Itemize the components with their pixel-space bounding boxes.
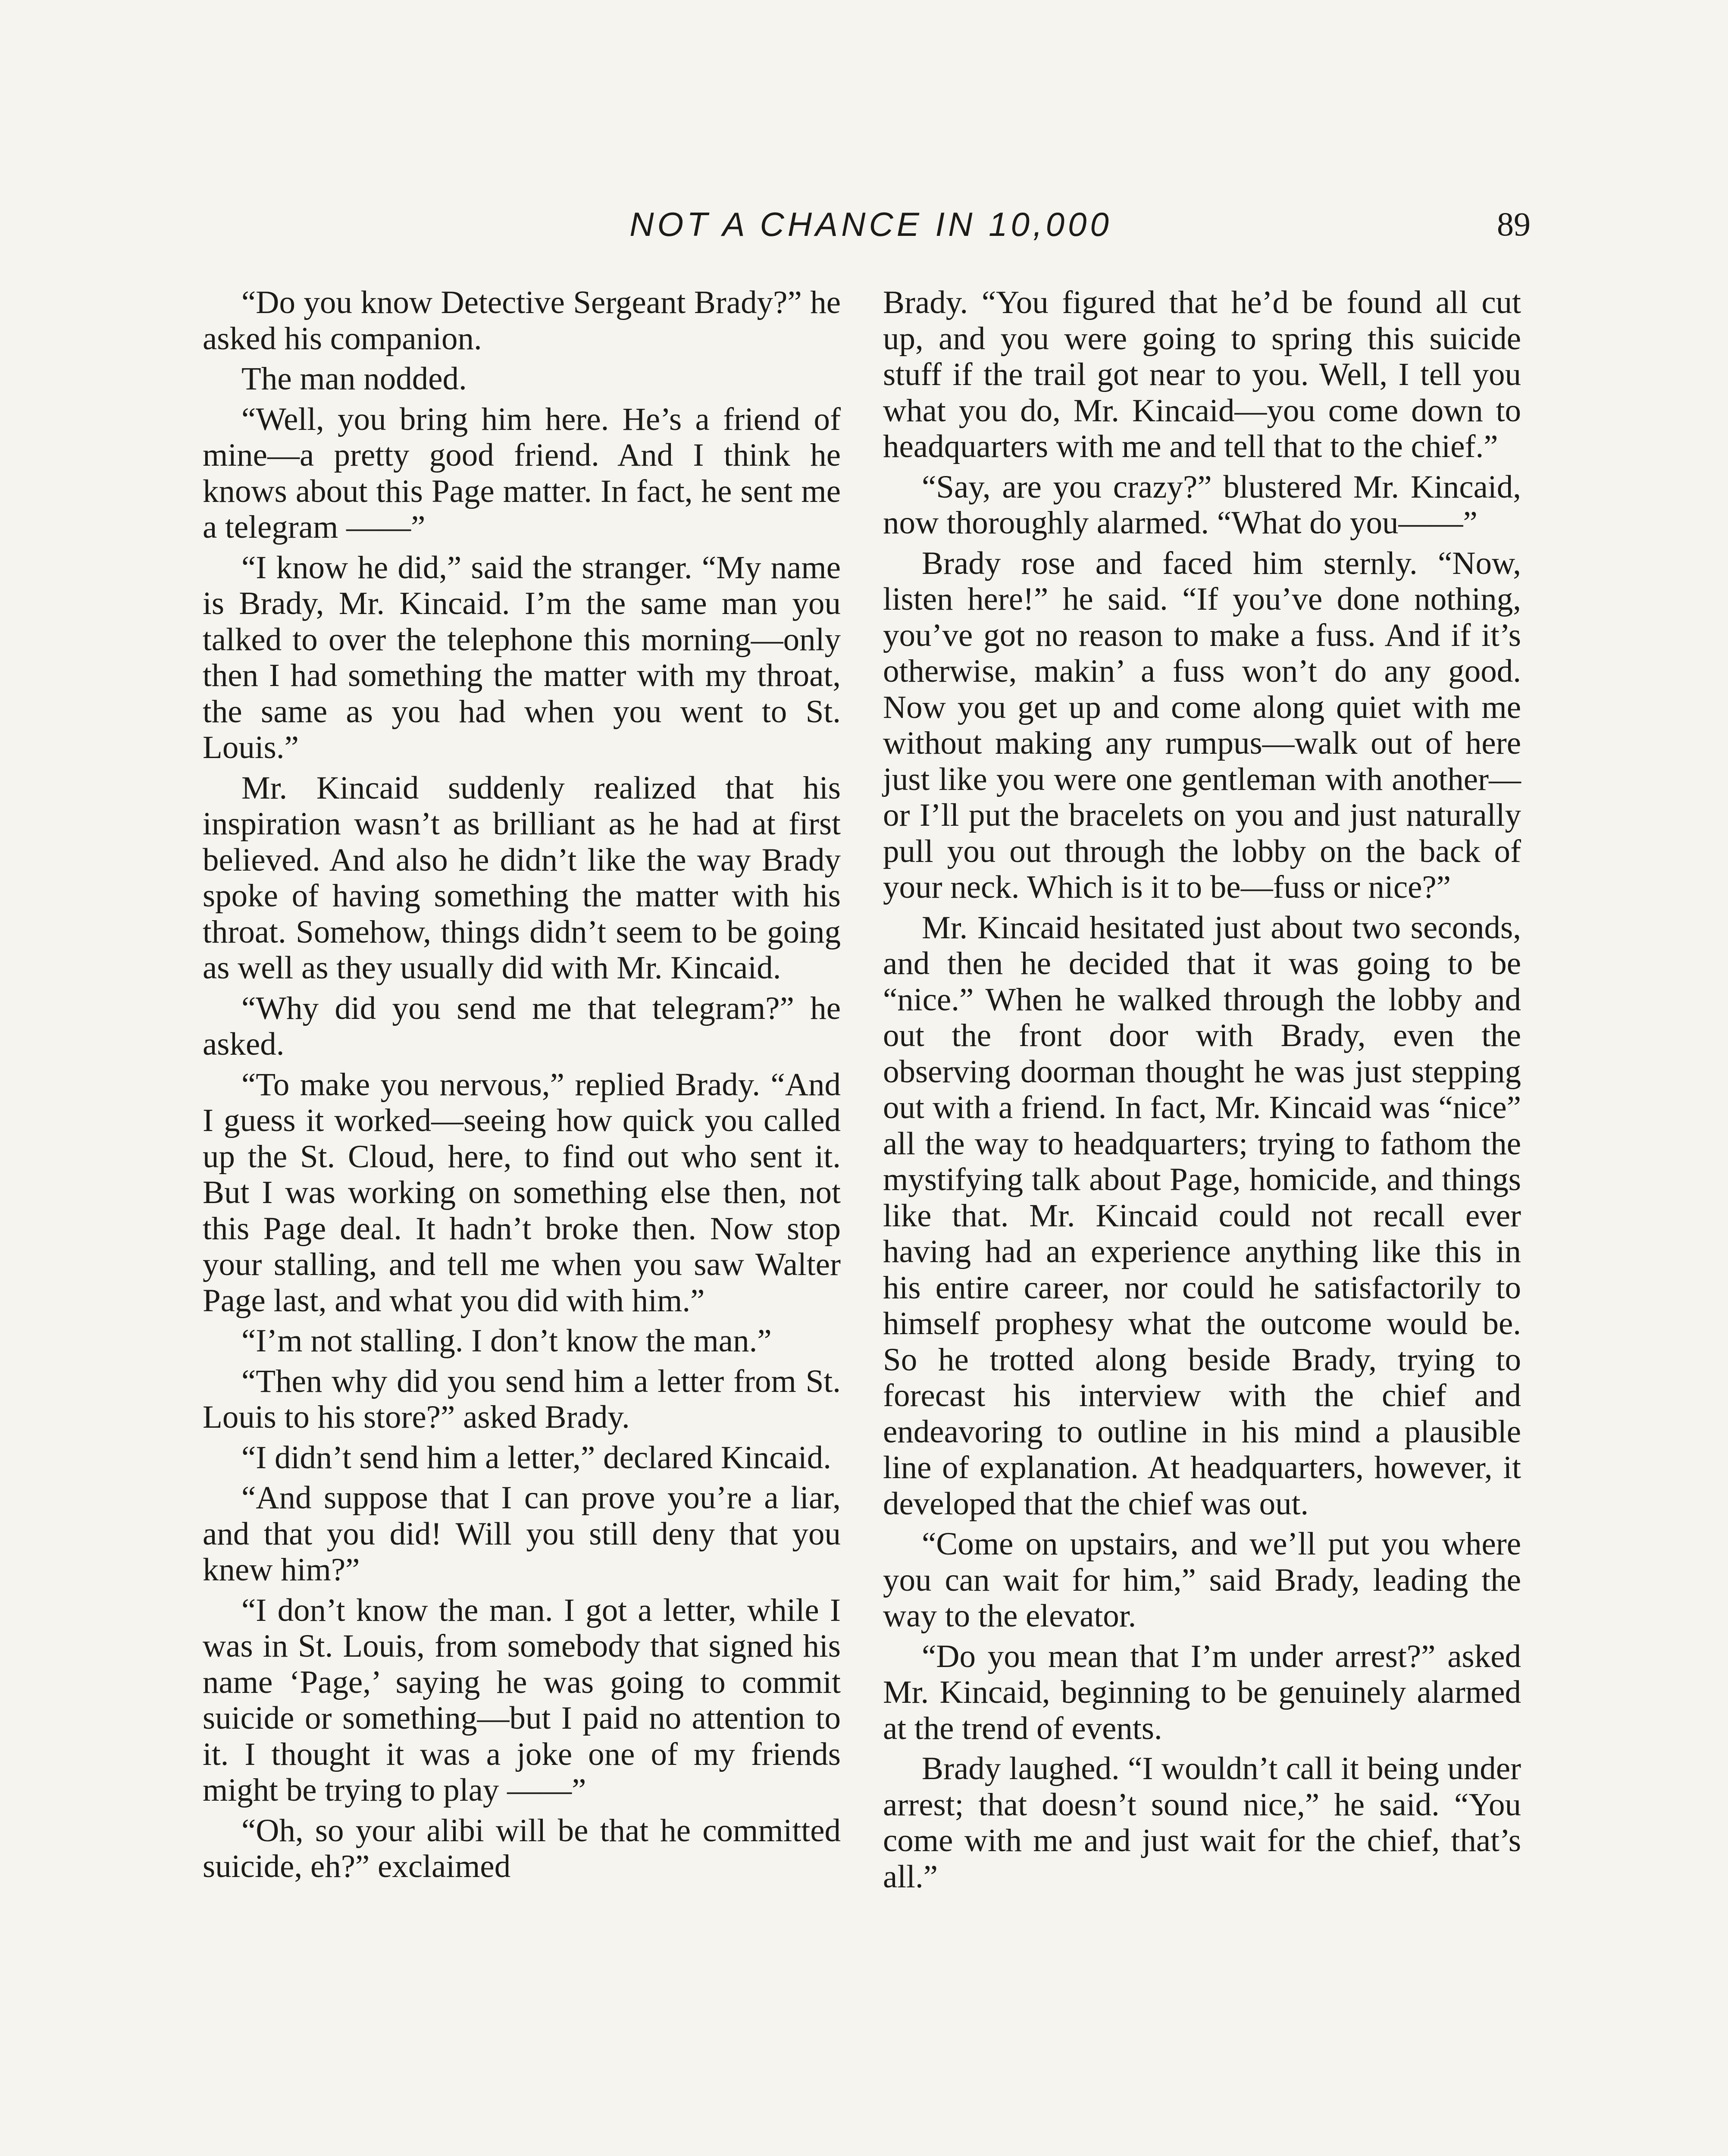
running-title: NOT A CHANCE IN 10,000 bbox=[629, 205, 1112, 243]
paragraph-continued: Brady. “You figured that he’d be found all cut up, and you were going to spring this suicide stuff if the trail got near to you. Well, I tell you what you do, Mr. Kincaid—you come down to headquarters with me and tell that to the chief.” bbox=[883, 285, 1521, 464]
page-number: 89 bbox=[1497, 205, 1531, 243]
paragraph: “Then why did you send him a letter from St. Louis to his store?” asked Brady. bbox=[203, 1363, 841, 1435]
left-text-column bbox=[203, 285, 841, 1889]
paragraph: “Well, you bring him here. He’s a friend of mine—a pretty good friend. And I think he knows about this Page matter. In fact, he sent me a telegram ——” bbox=[203, 401, 841, 545]
paragraph: “I know he did,” said the stranger. “My name is Brady, Mr. Kincaid. I’m the same man you talked to over the telephone this morning—only then I had something the matter with my throat, the same as you had when you went to St. Louis.” bbox=[203, 549, 841, 765]
paragraph: “To make you nervous,” replied Brady. “And I guess it worked—seeing how quick you called up the St. Cloud, here, to find out who sent it. But I was working on something else then, not this Page deal. It hadn’t broke then. Now stop your stalling, and tell me when you saw Walter Page last, and what you did with him.” bbox=[203, 1066, 841, 1319]
paragraph: “I’m not stalling. I don’t know the man.” bbox=[241, 1323, 772, 1359]
paragraph: “Do you mean that I’m under arrest?” asked Mr. Kincaid, beginning to be genuinely alarmed at the trend of events. bbox=[883, 1638, 1521, 1746]
paragraph: “Come on upstairs, and we’ll put you where you can wait for him,” said Brady, leading the way to the elevator. bbox=[883, 1526, 1521, 1634]
paragraph: Brady rose and faced him sternly. “Now, listen here!” he said. “If you’ve done nothing, you’ve got no reason to make a fuss. And if it’s otherwise, makin’ a fuss won’t do any good. Now you get up and come along quiet with me without making any rumpus—walk out of here just like you were one gentleman with another—or I’ll put the bracelets on you and just naturally pull you out through the lobby on the back of your neck. Which is it to be—fuss or nice?” bbox=[883, 545, 1521, 905]
paragraph: “Oh, so your alibi will be that he committed suicide, eh?” exclaimed bbox=[203, 1812, 841, 1884]
paragraph: “Say, are you crazy?” blustered Mr. Kincaid, now thoroughly alarmed. “What do you——” bbox=[883, 469, 1521, 541]
paragraph: Mr. Kincaid hesitated just about two seconds, and then he decided that it was going to be “nice.” When he walked through the lobby and out the front door with Brady, even the observing doorman thought he was just stepping out with a friend. In fact, Mr. Kincaid was “nice” all the way to headquarters; trying to fathom the mystifying talk about Page, homicide, and things like that. Mr. Kincaid could not recall ever having had an experience anything like this in his entire career, nor could he satisfactorily to himself prophesy what the outcome would be. So he trotted along beside Brady, trying to forecast his interview with the chief and endeavoring to outline in his mind a plausible line of explanation. At headquarters, however, it developed that the chief was out. bbox=[883, 909, 1521, 1522]
paragraph: The man nodded. bbox=[241, 361, 467, 397]
paragraph: “Do you know Detective Sergeant Brady?” he asked his companion. bbox=[203, 285, 841, 357]
paragraph: Mr. Kincaid suddenly realized that his inspiration wasn’t as brilliant as he had at first believed. And also he didn’t like the way Brady spoke of having something the matter with his throat. Somehow, things didn’t seem to be going as well as they usually did with Mr. Kincaid. bbox=[203, 770, 841, 986]
paragraph: “Why did you send me that telegram?” he asked. bbox=[203, 990, 841, 1062]
right-text-column bbox=[883, 285, 1521, 1899]
paragraph: “I didn’t send him a letter,” declared Kincaid. bbox=[241, 1439, 831, 1476]
paragraph: “I don’t know the man. I got a letter, while I was in St. Louis, from somebody that signed his name ‘Page,’ saying he was going to commit suicide or something—but I paid no attention to it. I thought it was a joke one of my friends might be trying to play ——” bbox=[203, 1592, 841, 1808]
paragraph: “And suppose that I can prove you’re a liar, and that you did! Will you still deny that you knew him?” bbox=[203, 1480, 841, 1588]
paragraph: Brady laughed. “I wouldn’t call it being under arrest; that doesn’t sound nice,” he said. “You come with me and just wait for the chief, that’s all.” bbox=[883, 1751, 1521, 1895]
